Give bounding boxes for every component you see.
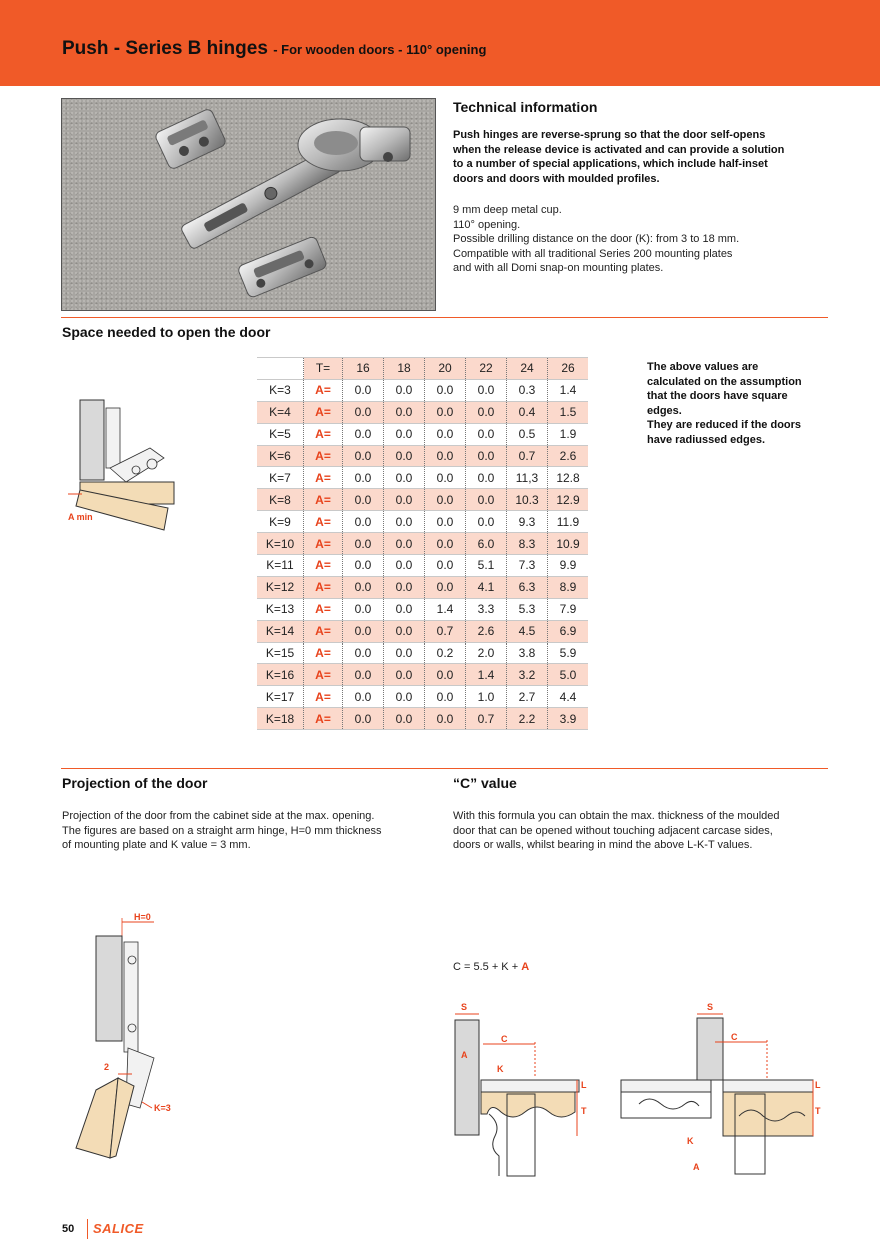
table-cell: 10.3 — [507, 489, 548, 511]
table-cell: 0.0 — [425, 401, 466, 423]
k-label-cell: K=16 — [257, 664, 304, 686]
table-cell: 7.9 — [548, 598, 589, 620]
h-zero-label: H=0 — [134, 912, 151, 922]
table-cell: 12.8 — [548, 467, 589, 489]
technical-bold-line: doors and doors with moulded profiles. — [453, 172, 660, 185]
k-label-cell: K=10 — [257, 533, 304, 555]
table-cell: 7.3 — [507, 555, 548, 577]
table-cell: 2.6 — [548, 445, 589, 467]
table-cell: 0.0 — [343, 533, 384, 555]
table-row — [257, 642, 588, 664]
table-cell: 0.0 — [384, 708, 425, 730]
table-cell: 5.1 — [466, 555, 507, 577]
table-cell: 0.4 — [507, 401, 548, 423]
table-note — [647, 360, 837, 447]
table-cell: 0.0 — [425, 576, 466, 598]
table-cell: 0.0 — [384, 642, 425, 664]
a-label: A — [461, 1050, 468, 1060]
c-value-heading: “C” value — [453, 775, 517, 791]
l-label-right: L — [815, 1080, 821, 1090]
s-label: S — [461, 1002, 468, 1012]
technical-spec-line: 9 mm deep metal cup. — [453, 204, 562, 216]
a-label-cell: A= — [304, 708, 343, 730]
c-value-line: door that can be opened without touching adjacent carcase sides, — [453, 824, 773, 837]
table-cell: 0.0 — [384, 664, 425, 686]
table-row — [257, 489, 588, 511]
t-value: 16 — [343, 358, 384, 380]
s-label-right: S — [707, 1002, 714, 1012]
table-row — [257, 664, 588, 686]
k-label: K — [497, 1064, 504, 1074]
table-cell: 3.8 — [507, 642, 548, 664]
table-cell: 0.0 — [384, 445, 425, 467]
table-cell: 0.3 — [507, 379, 548, 401]
table-cell: 0.0 — [343, 379, 384, 401]
k-label-cell: K=6 — [257, 445, 304, 467]
table-row — [257, 576, 588, 598]
k-label-cell: K=9 — [257, 511, 304, 533]
table-cell: 2.2 — [507, 708, 548, 730]
technical-bold-line: to a number of special applications, which include half-inset — [453, 158, 768, 170]
table-cell: 0.0 — [425, 686, 466, 708]
table-cell: 6.0 — [466, 533, 507, 555]
table-cell: 0.0 — [343, 576, 384, 598]
table-cell: 0.0 — [466, 489, 507, 511]
table-cell: 0.0 — [343, 642, 384, 664]
table-row — [257, 423, 588, 445]
table-cell: 6.9 — [548, 620, 589, 642]
page-subtitle: - For wooden doors - 110° opening — [273, 42, 487, 57]
c-label-right: C — [731, 1032, 738, 1042]
section-divider — [61, 317, 828, 318]
space-table — [257, 357, 588, 730]
table-cell: 0.0 — [384, 401, 425, 423]
table-cell: 0.2 — [425, 642, 466, 664]
table-cell: 0.0 — [466, 511, 507, 533]
product-photo — [61, 98, 436, 311]
projection-paragraph — [62, 809, 432, 853]
table-cell: 0.0 — [384, 423, 425, 445]
technical-spec-line: Compatible with all traditional Series 200 mounting plates — [453, 247, 733, 260]
k-label-cell: K=15 — [257, 642, 304, 664]
table-cell: 3.9 — [548, 708, 589, 730]
t-label-diagram: T — [581, 1106, 587, 1116]
t-value: 22 — [466, 358, 507, 380]
table-cell: 0.0 — [384, 576, 425, 598]
table-row — [257, 467, 588, 489]
table-cell: 0.0 — [384, 379, 425, 401]
a-label-cell: A= — [304, 423, 343, 445]
a-label-cell: A= — [304, 445, 343, 467]
table-cell: 0.0 — [384, 686, 425, 708]
space-needed-heading: Space needed to open the door — [62, 324, 271, 340]
technical-info-heading: Technical information — [453, 99, 598, 115]
c-value-paragraph — [453, 809, 833, 853]
t-label-right: T — [815, 1106, 821, 1116]
technical-bold-line: Push hinges are reverse-sprung so that the door self-opens — [453, 129, 766, 141]
page-number: 50 — [62, 1223, 75, 1235]
table-cell: 0.0 — [466, 445, 507, 467]
table-cell: 0.0 — [425, 533, 466, 555]
table-cell: 0.0 — [425, 664, 466, 686]
note-line: calculated on the assumption — [647, 375, 802, 388]
c-value-line: doors or walls, whilst bearing in mind the above L-K-T values. — [453, 839, 753, 851]
table-row — [257, 379, 588, 401]
footer-divider — [87, 1219, 88, 1239]
table-cell: 9.9 — [548, 555, 589, 577]
table-cell: 1.4 — [466, 664, 507, 686]
table-cell: 0.0 — [343, 686, 384, 708]
table-cell: 0.7 — [466, 708, 507, 730]
table-cell: 12.9 — [548, 489, 589, 511]
table-cell: 0.0 — [343, 708, 384, 730]
k-label-cell: K=3 — [257, 379, 304, 401]
table-cell: 11.9 — [548, 511, 589, 533]
section-divider — [61, 768, 828, 769]
table-cell: 10.9 — [548, 533, 589, 555]
table-cell: 0.0 — [343, 445, 384, 467]
table-cell: 0.0 — [343, 664, 384, 686]
table-cell: 0.0 — [384, 489, 425, 511]
t-value: 20 — [425, 358, 466, 380]
table-cell: 0.0 — [384, 467, 425, 489]
table-cell: 0.0 — [425, 511, 466, 533]
technical-spec-line: 110° opening. — [453, 218, 521, 231]
t-value: 26 — [548, 358, 589, 380]
table-cell: 4.4 — [548, 686, 589, 708]
table-row — [257, 555, 588, 577]
page-title — [62, 38, 486, 60]
table-cell: 9.3 — [507, 511, 548, 533]
technical-spec-line: and with all Domi snap-on mounting plates. — [453, 262, 664, 274]
technical-spec-paragraph — [453, 203, 853, 276]
c-value-line: With this formula you can obtain the max. thickness of the moulded — [453, 810, 780, 822]
table-cell: 0.0 — [384, 511, 425, 533]
c-value-diagram-right — [615, 998, 830, 1178]
k-label-cell: K=11 — [257, 555, 304, 577]
table-cell: 2.7 — [507, 686, 548, 708]
table-cell: 5.3 — [507, 598, 548, 620]
table-cell: 0.0 — [384, 620, 425, 642]
a-label-cell: A= — [304, 489, 343, 511]
projection-heading: Projection of the door — [62, 775, 208, 791]
projection-line: of mounting plate and K value = 3 mm. — [62, 839, 251, 851]
table-cell: 1.9 — [548, 423, 589, 445]
page-title-main: Push - Series B hinges — [62, 38, 268, 59]
table-cell: 11,3 — [507, 467, 548, 489]
table-cell: 2.0 — [466, 642, 507, 664]
c-value-diagram-left — [445, 998, 605, 1178]
brand-logo: SALICE — [93, 1221, 144, 1236]
k-three-label: K=3 — [154, 1103, 171, 1113]
a-label-cell: A= — [304, 598, 343, 620]
table-cell: 0.0 — [425, 423, 466, 445]
a-label-cell: A= — [304, 642, 343, 664]
table-cell: 3.3 — [466, 598, 507, 620]
note-line: that the doors have square — [647, 390, 788, 402]
technical-bold-line: when the release device is activated and can provide a solution — [453, 143, 785, 156]
table-row — [257, 401, 588, 423]
note-line: edges. — [647, 404, 682, 417]
l-label: L — [581, 1080, 587, 1090]
table-cell: 5.9 — [548, 642, 589, 664]
table-row — [257, 620, 588, 642]
table-cell: 0.0 — [466, 423, 507, 445]
a-label-cell: A= — [304, 533, 343, 555]
technical-bold-paragraph — [453, 128, 853, 186]
k-label-cell: K=4 — [257, 401, 304, 423]
table-cell: 8.9 — [548, 576, 589, 598]
projection-line: Projection of the door from the cabinet side at the max. opening. — [62, 810, 375, 822]
a-label-cell: A= — [304, 401, 343, 423]
hinge-photo-illustration — [62, 99, 435, 310]
door-opening-diagram — [60, 390, 190, 540]
table-cell: 3.2 — [507, 664, 548, 686]
table-cell: 0.0 — [425, 445, 466, 467]
a-label-cell: A= — [304, 620, 343, 642]
table-cell: 8.3 — [507, 533, 548, 555]
table-cell: 0.0 — [425, 379, 466, 401]
k-label-cell: K=5 — [257, 423, 304, 445]
table-cell: 2.6 — [466, 620, 507, 642]
k-label-cell: K=14 — [257, 620, 304, 642]
table-row — [257, 708, 588, 730]
table-cell: 0.0 — [343, 489, 384, 511]
k-label-cell: K=12 — [257, 576, 304, 598]
table-row — [257, 533, 588, 555]
table-cell: 0.0 — [384, 598, 425, 620]
c-formula-a: A — [521, 961, 530, 973]
k-label-cell: K=13 — [257, 598, 304, 620]
t-value: 24 — [507, 358, 548, 380]
a-min-label: A min — [68, 512, 93, 522]
table-cell: 1.4 — [548, 379, 589, 401]
table-cell: 0.0 — [466, 467, 507, 489]
table-cell: 0.0 — [384, 555, 425, 577]
c-formula-text: C = 5.5 + K + — [453, 961, 522, 973]
table-cell: 0.0 — [343, 467, 384, 489]
note-line: The above values are — [647, 361, 759, 373]
table-cell: 0.0 — [343, 555, 384, 577]
table-cell: 5.0 — [548, 664, 589, 686]
table-row — [257, 598, 588, 620]
k-label-cell: K=7 — [257, 467, 304, 489]
table-cell: 0.0 — [343, 620, 384, 642]
table-cell: 0.0 — [343, 423, 384, 445]
table-cell: 0.0 — [466, 401, 507, 423]
table-cell: 0.0 — [425, 467, 466, 489]
note-line: have radiussed edges. — [647, 433, 765, 446]
table-header-row — [257, 358, 588, 380]
table-cell: 0.0 — [425, 555, 466, 577]
table-cell: 6.3 — [507, 576, 548, 598]
table-row — [257, 686, 588, 708]
a-label-cell: A= — [304, 379, 343, 401]
projection-diagram — [66, 908, 196, 1173]
note-line: They are reduced if the doors — [647, 419, 802, 431]
table-cell: 0.0 — [343, 598, 384, 620]
table-cell: 1.5 — [548, 401, 589, 423]
table-cell: 0.7 — [425, 620, 466, 642]
table-cell: 0.0 — [343, 511, 384, 533]
k-label-cell: K=17 — [257, 686, 304, 708]
table-row — [257, 445, 588, 467]
k-label-cell: K=8 — [257, 489, 304, 511]
table-cell: 1.0 — [466, 686, 507, 708]
a-label-right: A — [693, 1162, 700, 1172]
technical-spec-line: Possible drilling distance on the door (K): from 3 to 18 mm. — [453, 233, 740, 245]
a-label-cell: A= — [304, 686, 343, 708]
two-label: 2 — [104, 1062, 110, 1072]
table-row — [257, 511, 588, 533]
table-cell: 0.5 — [507, 423, 548, 445]
table-cell: 0.0 — [466, 379, 507, 401]
table-cell: 0.7 — [507, 445, 548, 467]
a-label-cell: A= — [304, 467, 343, 489]
table-cell: 4.1 — [466, 576, 507, 598]
c-label: C — [501, 1034, 508, 1044]
t-label: T= — [304, 358, 343, 380]
table-corner-cell — [257, 358, 304, 380]
t-value: 18 — [384, 358, 425, 380]
table-cell: 0.0 — [425, 708, 466, 730]
projection-line: The figures are based on a straight arm hinge, H=0 mm thickness — [62, 824, 382, 837]
k-label-right: K — [687, 1136, 694, 1146]
table-cell: 1.4 — [425, 598, 466, 620]
a-label-cell: A= — [304, 555, 343, 577]
table-cell: 4.5 — [507, 620, 548, 642]
k-label-cell: K=18 — [257, 708, 304, 730]
a-label-cell: A= — [304, 576, 343, 598]
c-formula — [453, 961, 529, 973]
a-label-cell: A= — [304, 664, 343, 686]
table-cell: 0.0 — [425, 489, 466, 511]
table-cell: 0.0 — [343, 401, 384, 423]
table-cell: 0.0 — [384, 533, 425, 555]
a-label-cell: A= — [304, 511, 343, 533]
